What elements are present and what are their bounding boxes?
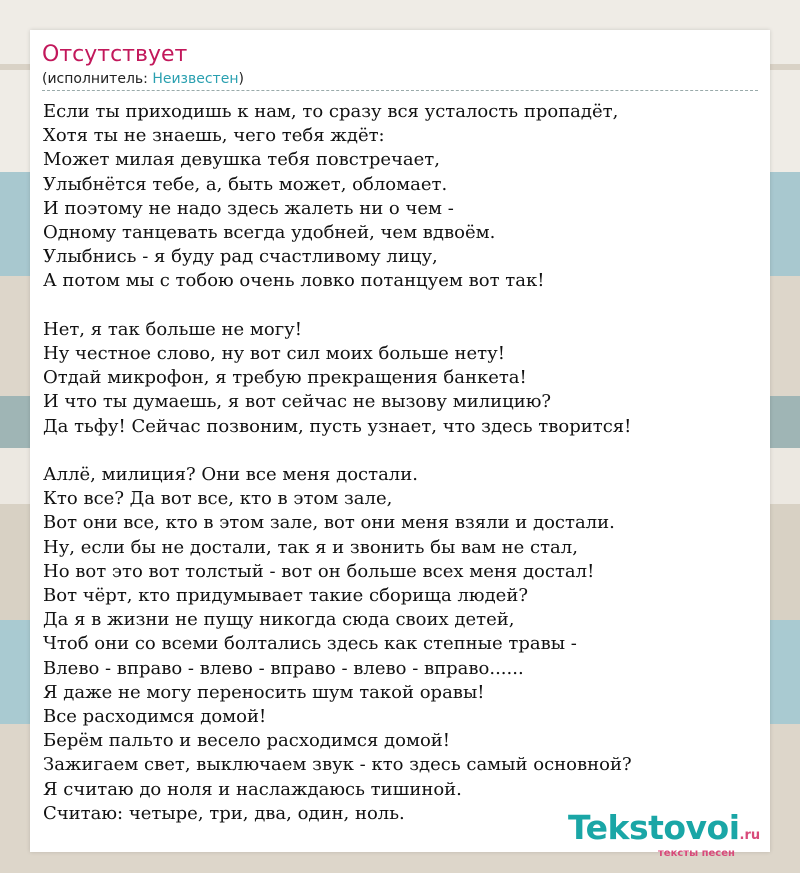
lyric-line: Чтоб они со всеми болтались здесь как степные травы -: [43, 633, 577, 655]
lyric-line: Одному танцевать всегда удобней, чем вдвоём.: [43, 222, 496, 244]
lyric-line: Берём пальто и весело расходимся домой!: [43, 730, 451, 752]
lyric-line: Нет, я так больше не могу!: [43, 318, 302, 340]
lyrics-stanza: [43, 463, 758, 826]
performer-line: [42, 71, 244, 87]
lyrics-body: [43, 100, 758, 850]
lyric-line: Влево - вправо - влево - вправо - влево - вправо......: [43, 657, 524, 679]
lyric-line: Хотя ты не знаешь, чего тебя ждёт:: [43, 125, 385, 147]
lyric-line: Да я в жизни не пущу никогда сюда своих детей,: [43, 609, 515, 631]
lyric-line: Аллё, милиция? Они все меня достали.: [43, 464, 418, 486]
lyric-line: А потом мы с тобою очень ловко потанцуем вот так!: [43, 270, 545, 292]
lyric-line: Улыбнись - я буду рад счастливому лицу,: [43, 246, 438, 268]
lyric-line: Я даже не могу переносить шум такой оравы!: [43, 681, 485, 703]
lyric-line: Улыбнётся тебе, а, быть может, обломает.: [43, 173, 448, 195]
lyric-line: И что ты думаешь, я вот сейчас не вызову милицию?: [43, 391, 552, 413]
artist-link[interactable]: Неизвестен: [152, 71, 239, 87]
performer-suffix: ): [238, 71, 244, 87]
lyric-line: Зажигаем свет, выключаем звук - кто здесь самый основной?: [43, 754, 632, 776]
lyric-line: И поэтому не надо здесь жалеть ни о чем -: [43, 197, 454, 219]
title-divider: [42, 90, 758, 91]
lyric-line: Ну честное слово, ну вот сил моих больше нету!: [43, 343, 505, 365]
lyrics-stanza: [43, 318, 758, 439]
lyric-line: Ну, если бы не достали, так я и звонить бы вам не стал,: [43, 536, 578, 558]
lyric-line: Считаю: четыре, три, два, один, ноль.: [43, 802, 405, 824]
site-logo[interactable]: [568, 808, 761, 859]
lyric-line: Отдай микрофон, я требую прекращения банкета!: [43, 367, 527, 389]
lyric-line: Но вот это вот толстый - вот он больше всех меня достал!: [43, 560, 595, 582]
lyric-line: Да тьфу! Сейчас позвоним, пусть узнает, что здесь творится!: [43, 415, 632, 437]
lyric-line: Вот они все, кто в этом зале, вот они меня взяли и достали.: [43, 512, 615, 534]
logo-tld: .ru: [739, 828, 761, 843]
lyric-line: Если ты приходишь к нам, то сразу вся усталость пропадёт,: [43, 101, 619, 122]
lyric-line: Кто все? Да вот все, кто в этом зале,: [43, 488, 393, 510]
logo-wordmark: Tekstovoi: [568, 808, 740, 847]
lyric-line: Я считаю до ноля и наслаждаюсь тишиной.: [43, 778, 462, 800]
song-title: Отсутствует: [42, 42, 188, 67]
lyric-line: Вот чёрт, кто придумывает такие сборища людей?: [43, 585, 528, 607]
performer-prefix: (исполнитель:: [42, 71, 153, 87]
lyric-line: Может милая девушка тебя повстречает,: [43, 149, 440, 171]
lyrics-stanza: [43, 100, 758, 294]
lyric-line: Все расходимся домой!: [43, 706, 267, 728]
lyrics-card: [30, 30, 770, 859]
logo-subtitle: тексты песен: [658, 848, 735, 859]
